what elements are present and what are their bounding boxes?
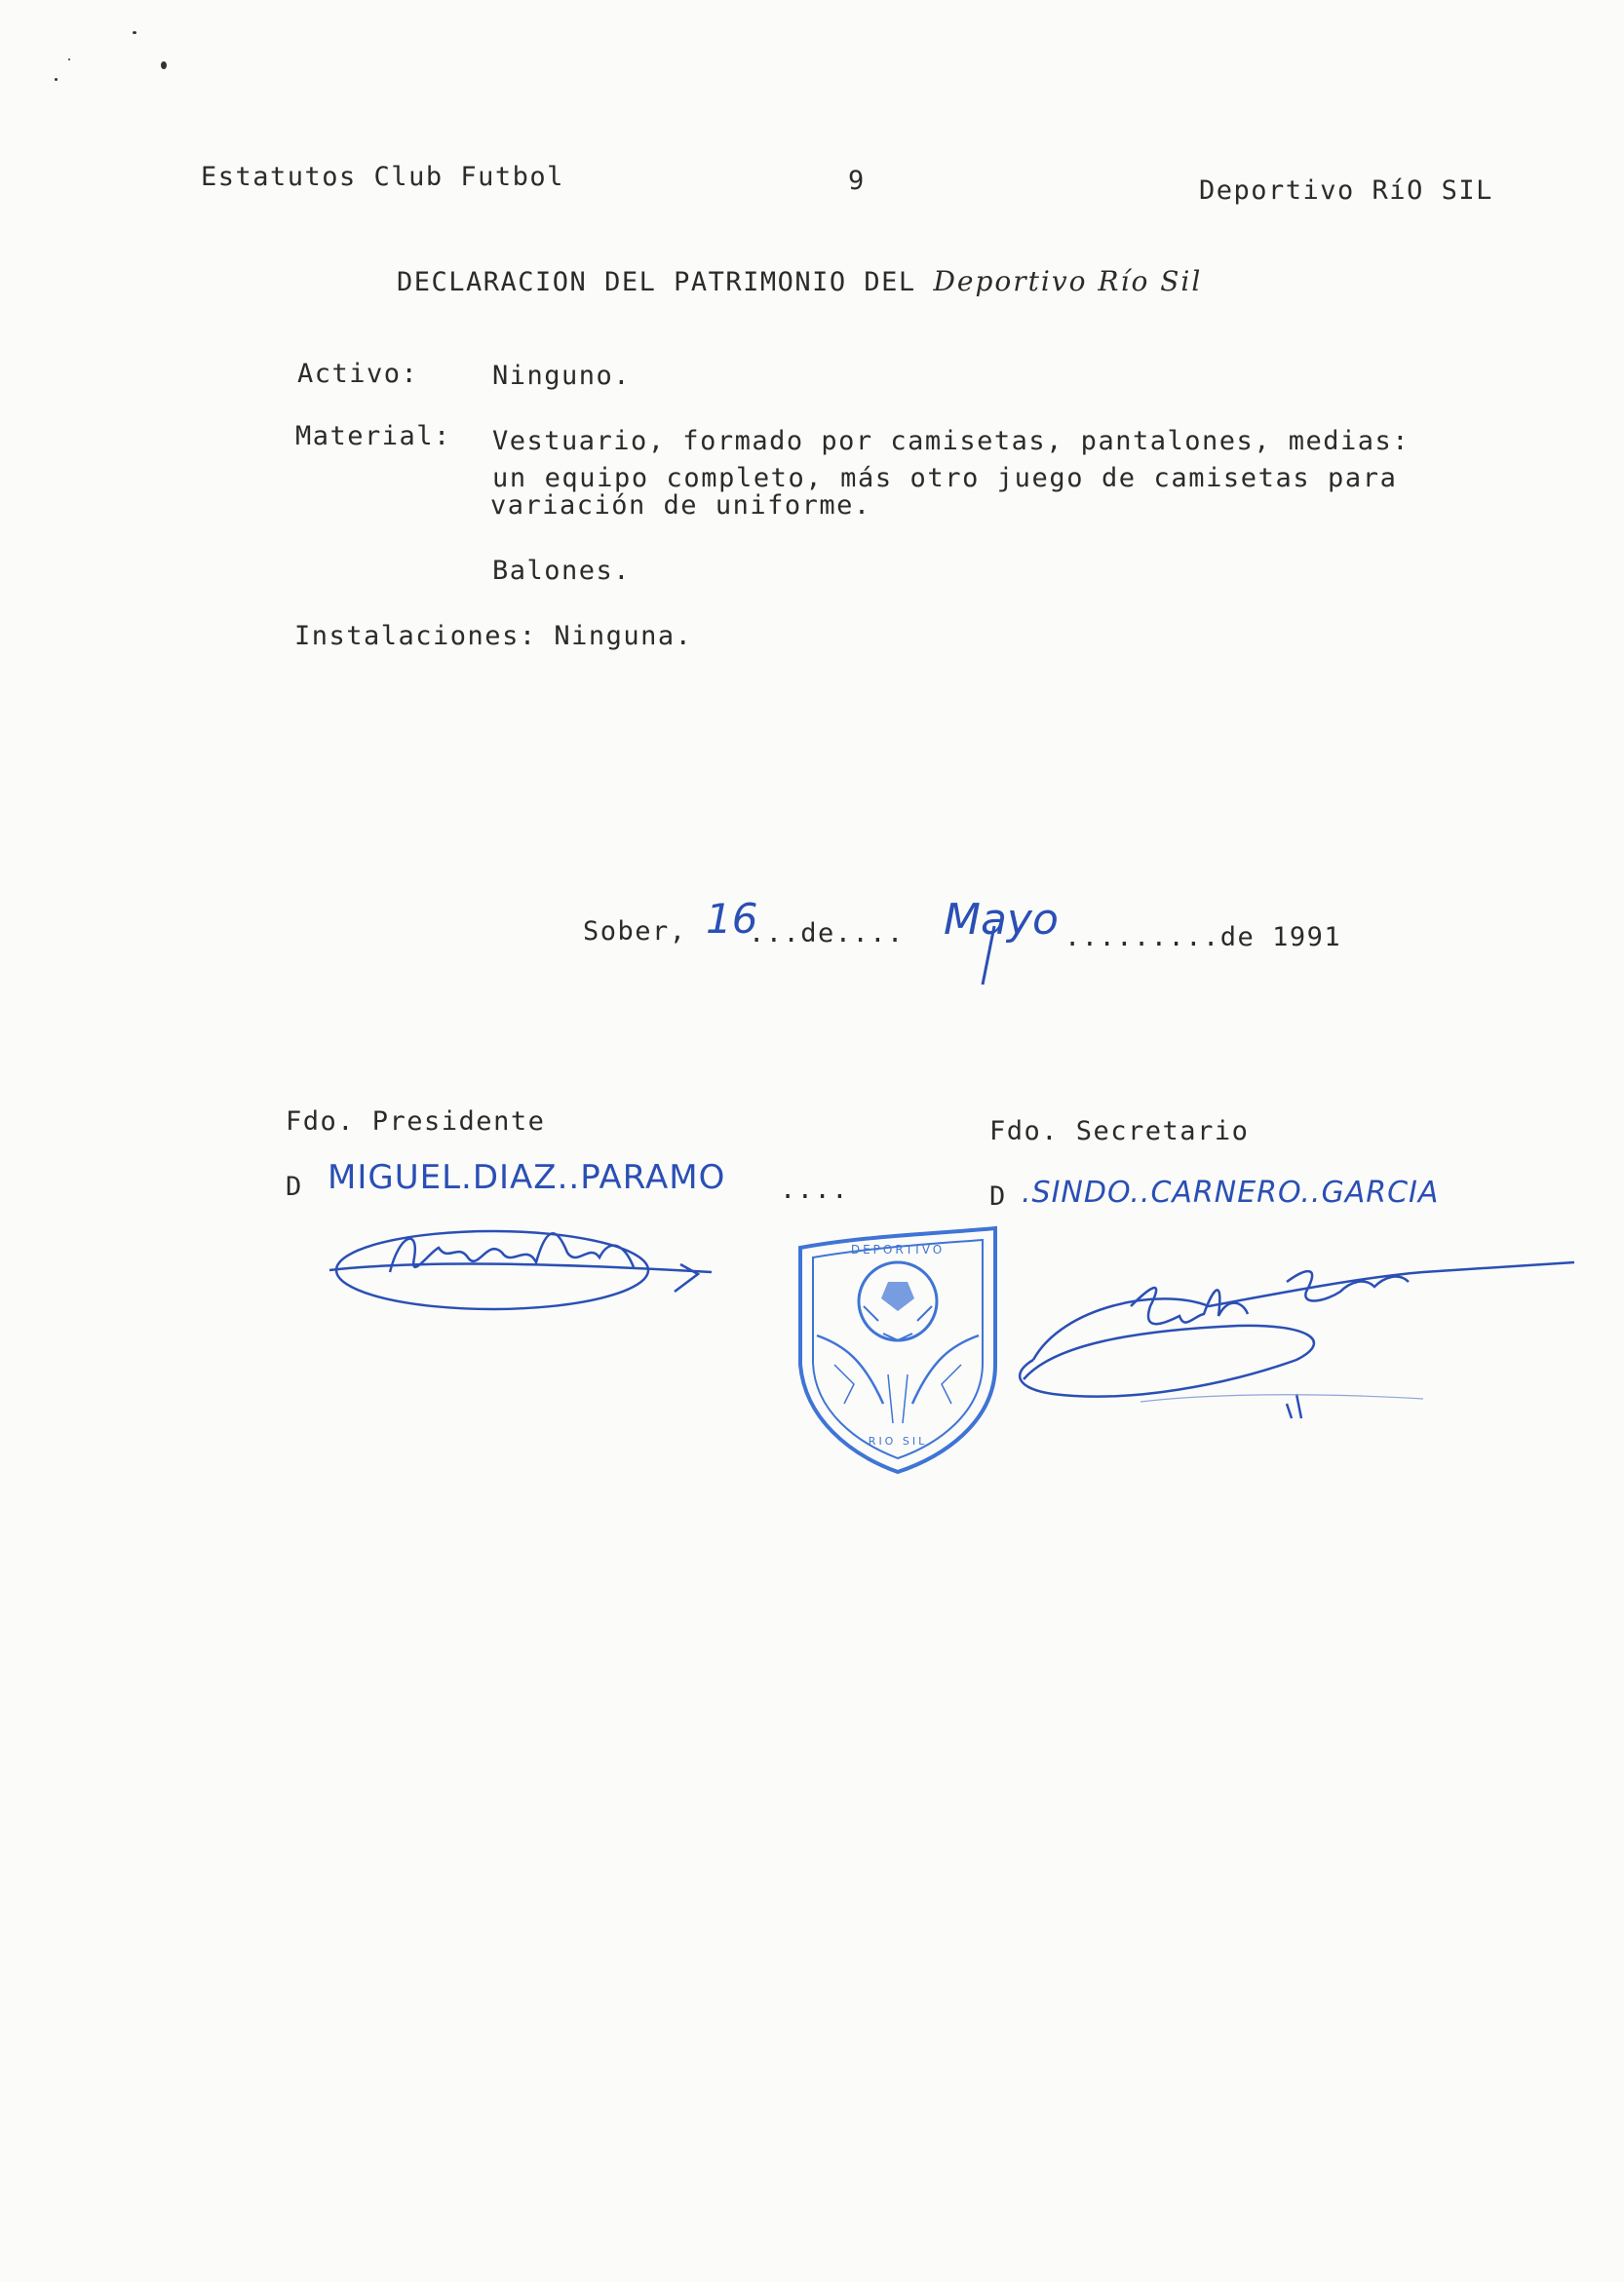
scan-speck — [161, 61, 167, 69]
president-prefix: D — [286, 1172, 303, 1202]
date-day-handwritten: 16 — [706, 895, 758, 943]
date-month-handwritten: Mayo — [944, 895, 1059, 945]
balones-item: Balones. — [492, 556, 632, 586]
stamp-top-text: DEPORTIVO — [850, 1243, 946, 1257]
material-label: Material: — [295, 421, 451, 451]
scan-speck — [68, 58, 70, 60]
activo-label: Activo: — [297, 359, 419, 389]
page-number: 9 — [848, 166, 866, 196]
secretary-prefix: D — [989, 1181, 1007, 1212]
month-pen-stroke — [977, 924, 1006, 992]
header-left: Estatutos Club Futbol — [201, 162, 564, 192]
president-signature — [312, 1214, 721, 1321]
stamp-bottom-text: RIO SIL — [868, 1435, 928, 1448]
material-line-1: Vestuario, formado por camisetas, pantalones, medias: — [492, 426, 1411, 456]
date-separator-2: .........de 1991 — [1064, 922, 1342, 952]
president-name-handwritten: MIGUEL.DIAZ..PARAMO — [328, 1158, 726, 1197]
secretary-name-handwritten: .SINDO..CARNERO..GARCIA — [1022, 1176, 1440, 1210]
date-separator-1: ...de.... — [749, 918, 905, 948]
president-dots: .... — [780, 1175, 850, 1205]
title-club-name: Deportivo Río Sil — [933, 265, 1203, 297]
secretary-label: Fdo. Secretario — [989, 1116, 1250, 1146]
material-line-2: un equipo completo, más otro juego de camisetas para — [492, 463, 1398, 493]
date-place: Sober, — [583, 916, 687, 947]
document-title — [397, 265, 1202, 297]
scan-speck — [133, 31, 136, 34]
president-label: Fdo. Presidente — [286, 1106, 546, 1137]
scan-speck — [55, 78, 58, 81]
secretary-signature — [1014, 1248, 1579, 1423]
instalaciones-item: Instalaciones: Ninguna. — [294, 621, 693, 651]
club-stamp — [795, 1228, 1000, 1472]
activo-value: Ninguno. — [492, 361, 632, 391]
title-prefix: DECLARACION DEL PATRIMONIO DEL — [397, 267, 916, 297]
material-line-3: variación de uniforme. — [490, 490, 871, 521]
header-right: Deportivo RíO SIL — [1199, 175, 1493, 206]
